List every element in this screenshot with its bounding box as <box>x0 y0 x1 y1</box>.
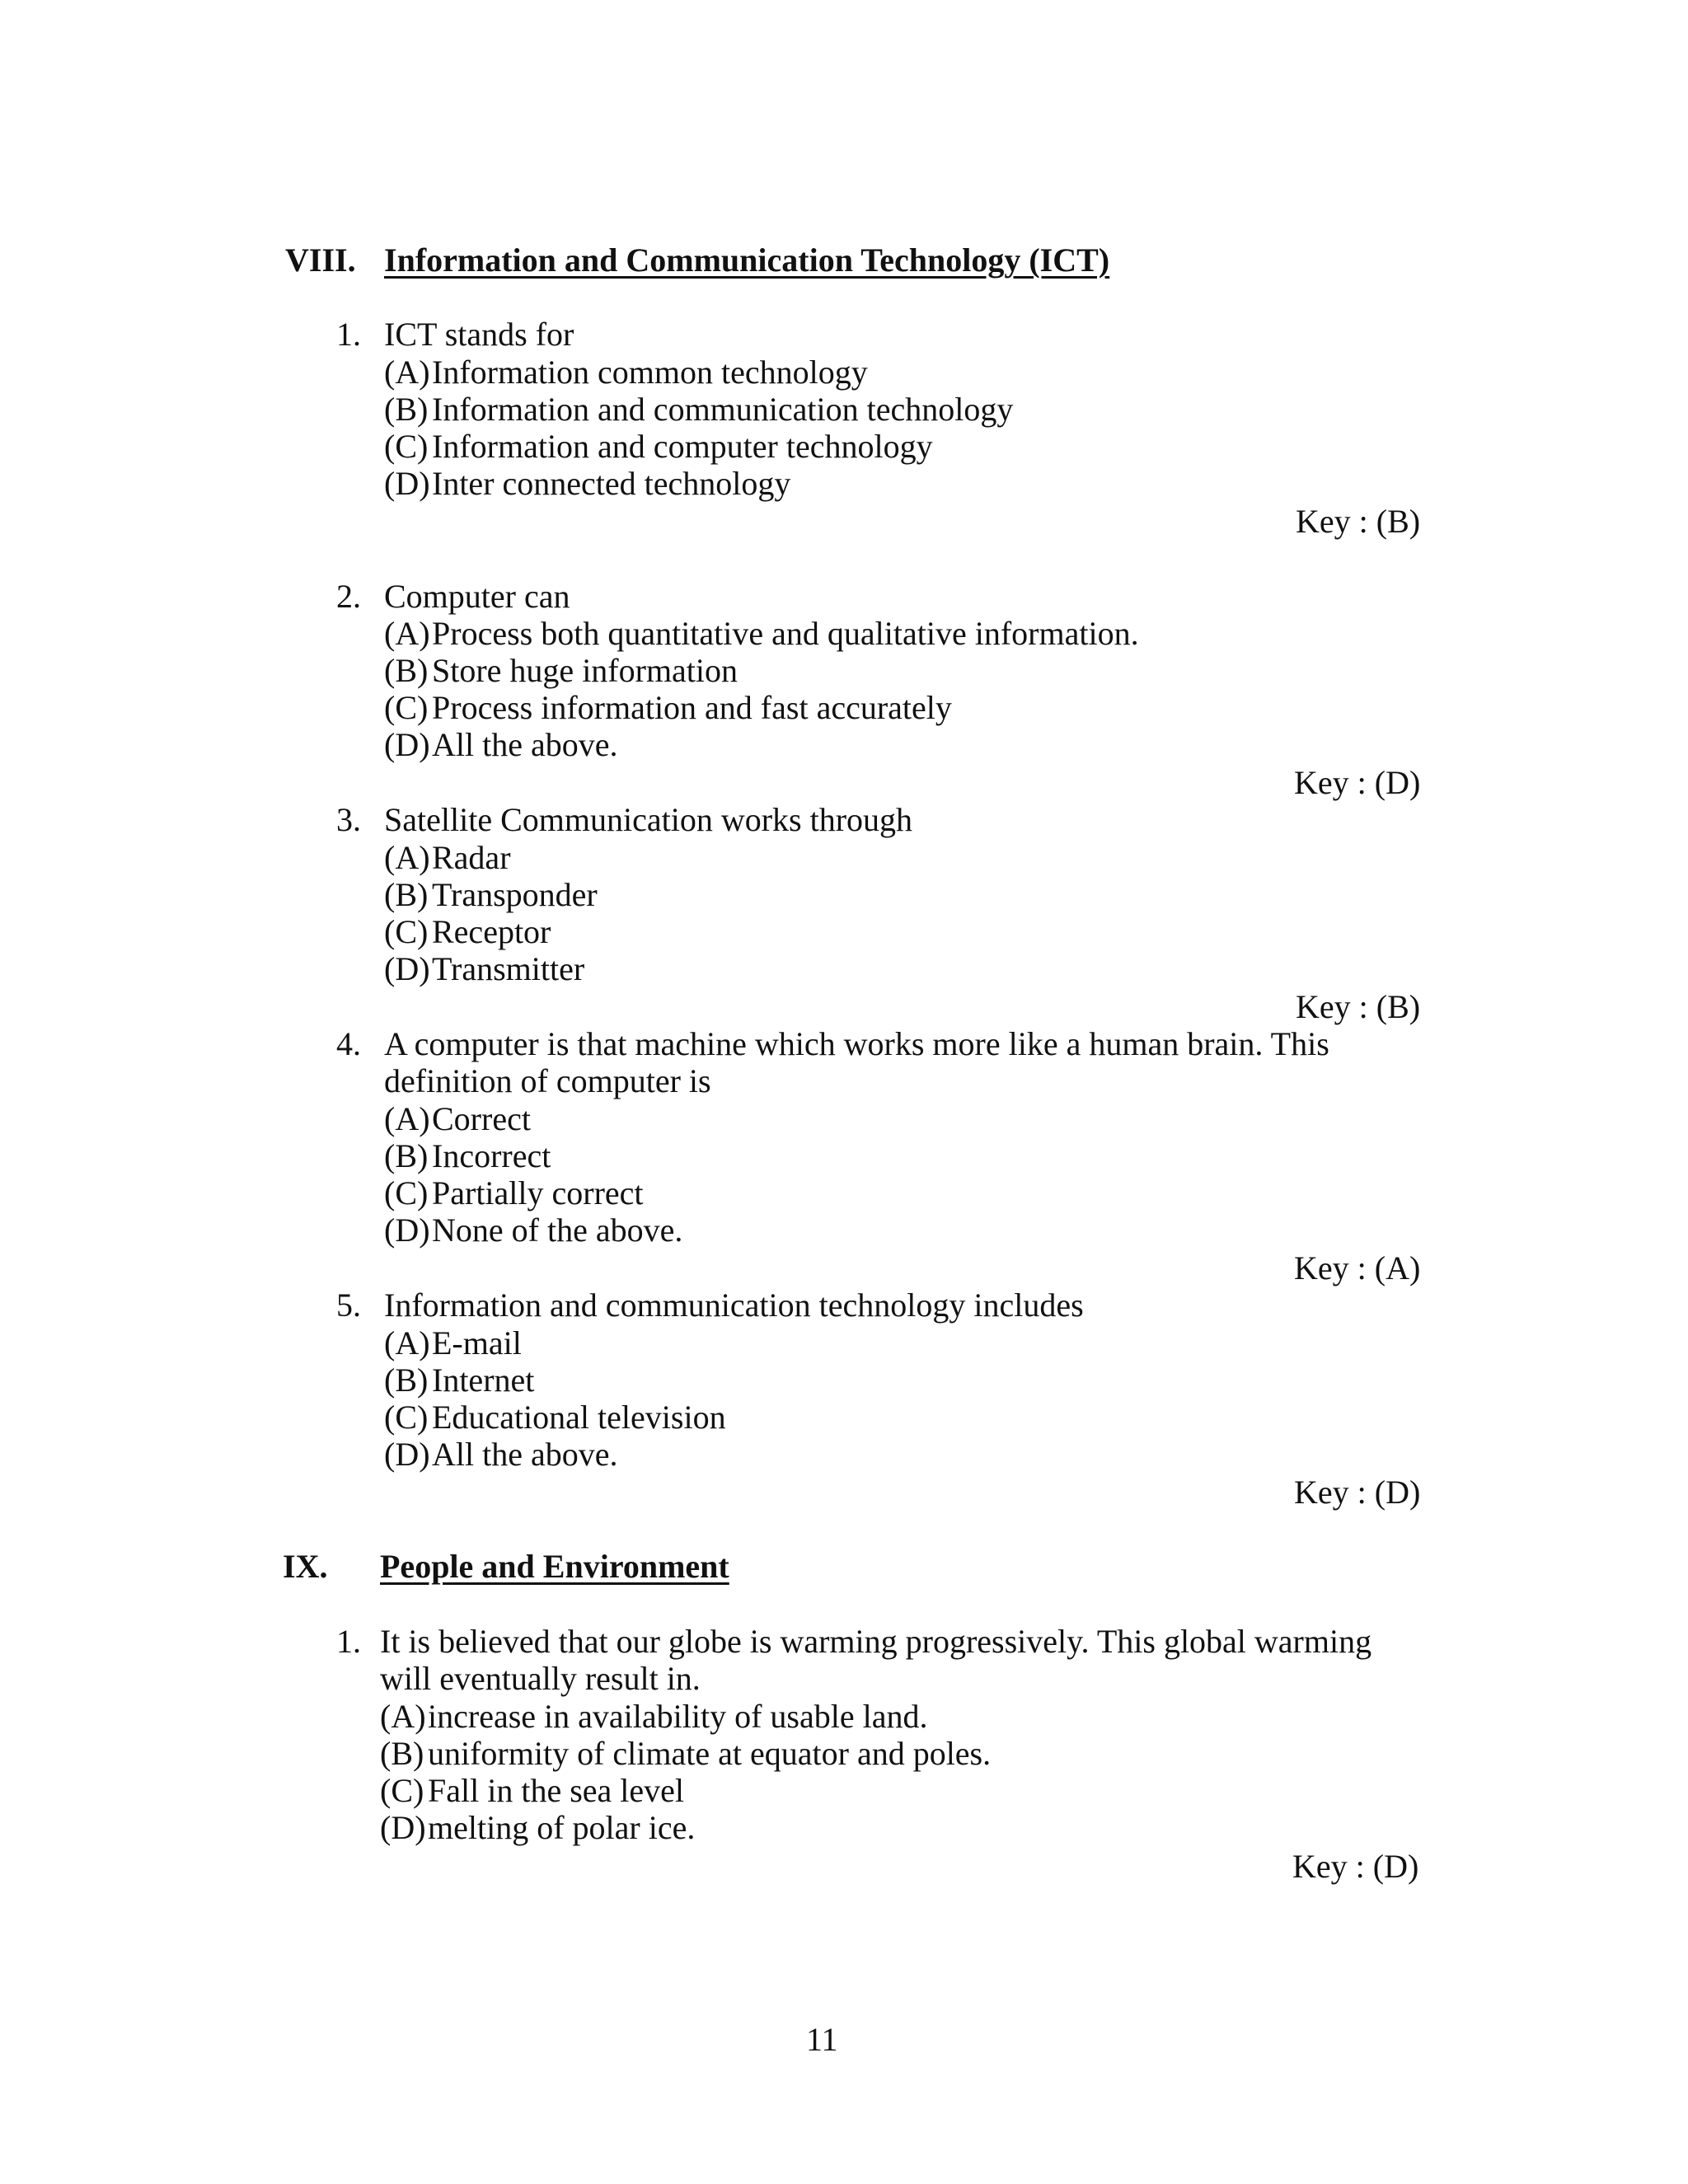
option-letter: (A) <box>384 354 430 391</box>
answer-key: Key : (D) <box>1294 1474 1421 1511</box>
option-letter: (B) <box>384 391 429 428</box>
option <box>384 913 551 950</box>
answer-key: Key : (D) <box>1292 1848 1419 1885</box>
option-text: Internet <box>432 1361 535 1399</box>
option-letter: (D) <box>384 465 430 502</box>
option-letter: (B) <box>384 1361 429 1399</box>
option-text: Educational television <box>432 1399 726 1436</box>
option-text: Receptor <box>432 913 551 950</box>
option <box>384 1401 726 1434</box>
question-number: 3. <box>336 801 361 838</box>
question-number: 1. <box>336 316 361 353</box>
section-number: VIII. <box>285 241 356 279</box>
option-letter: (C) <box>384 1174 429 1212</box>
option-text: melting of polar ice. <box>428 1809 696 1846</box>
option <box>384 654 738 687</box>
option <box>384 1214 682 1247</box>
option <box>384 430 933 463</box>
option-letter: (A) <box>384 1100 430 1137</box>
option <box>384 393 1013 426</box>
question-number: 1. <box>336 1623 361 1660</box>
answer-key: Key : (D) <box>1294 764 1421 801</box>
answer-key: Key : (B) <box>1296 503 1421 540</box>
question-stem: Information and communication technology includes <box>384 1286 1084 1324</box>
answer-key: Key : (B) <box>1296 988 1421 1025</box>
option <box>384 1100 531 1137</box>
option <box>384 726 618 763</box>
option <box>384 617 1139 650</box>
option <box>384 1174 644 1212</box>
option-letter: (C) <box>384 428 429 465</box>
option-text: Partially correct <box>432 1174 644 1212</box>
option-text: Inter connected technology <box>432 465 791 502</box>
option-text: Process information and fast accurately <box>432 689 952 726</box>
question-number: 2. <box>336 578 361 615</box>
option <box>384 1361 535 1399</box>
option <box>384 1137 551 1174</box>
option-letter: (D) <box>380 1809 426 1846</box>
option <box>380 1774 684 1807</box>
question-stem: Satellite Communication works through <box>384 801 913 838</box>
option-text: E-mail <box>432 1324 522 1361</box>
option-text: Process both quantitative and qualitative information. <box>432 615 1139 652</box>
answer-key: Key : (A) <box>1294 1249 1421 1286</box>
option <box>384 950 585 987</box>
option-letter: (C) <box>384 689 429 726</box>
option-letter: (A) <box>384 839 430 876</box>
option-letter: (C) <box>380 1772 424 1809</box>
option-text: Store huge information <box>432 652 738 689</box>
option <box>384 841 511 874</box>
option <box>384 1438 618 1471</box>
option-letter: (D) <box>384 1212 430 1249</box>
section-title: People and Environment <box>380 1548 729 1585</box>
option-letter: (B) <box>384 876 429 913</box>
option-letter: (B) <box>380 1735 424 1772</box>
option-text: Correct <box>432 1100 531 1137</box>
question-stem: A computer is that machine which works more like a human brain. This <box>384 1025 1329 1062</box>
option-text: Fall in the sea level <box>428 1772 685 1809</box>
option-letter: (B) <box>384 1137 429 1174</box>
option <box>384 691 952 724</box>
option-letter: (D) <box>384 1436 430 1473</box>
option-text: Information common technology <box>432 354 868 391</box>
question-stem: will eventually result in. <box>380 1660 701 1697</box>
section-title: Information and Communication Technology (ICT) <box>384 241 1110 279</box>
question-number: 5. <box>336 1286 361 1324</box>
question-number: 4. <box>336 1025 361 1062</box>
option-letter: (A) <box>380 1698 426 1735</box>
option-letter: (C) <box>384 913 429 950</box>
option-text: Information and computer technology <box>432 428 933 465</box>
question-stem: ICT stands for <box>384 316 574 353</box>
option-text: increase in availability of usable land. <box>428 1698 928 1735</box>
option-text: Radar <box>432 839 511 876</box>
option <box>384 1324 522 1361</box>
option-text: Incorrect <box>432 1137 551 1174</box>
option <box>384 876 598 913</box>
option-text: uniformity of climate at equator and poles. <box>428 1735 992 1772</box>
option <box>380 1811 695 1844</box>
option-text: Transponder <box>432 876 598 913</box>
option-text: Information and communication technology <box>432 391 1014 428</box>
option-letter: (A) <box>384 615 430 652</box>
option-text: Transmitter <box>432 950 585 987</box>
question-stem: definition of computer is <box>384 1062 711 1099</box>
question-stem: It is believed that our globe is warming progressively. This global warming <box>380 1623 1372 1660</box>
option-letter: (D) <box>384 950 430 987</box>
option <box>384 467 790 500</box>
question-stem: Computer can <box>384 578 570 615</box>
option-letter: (C) <box>384 1399 429 1436</box>
section-number: IX. <box>283 1548 328 1585</box>
option-text: All the above. <box>432 1436 618 1473</box>
option-text: None of the above. <box>432 1212 683 1249</box>
option <box>380 1737 991 1770</box>
option-letter: (B) <box>384 652 429 689</box>
option <box>380 1700 927 1733</box>
option-letter: (A) <box>384 1324 430 1361</box>
option <box>384 356 868 389</box>
option-text: All the above. <box>432 726 618 763</box>
page-number: 11 <box>806 2021 838 2058</box>
option-letter: (D) <box>384 726 430 763</box>
